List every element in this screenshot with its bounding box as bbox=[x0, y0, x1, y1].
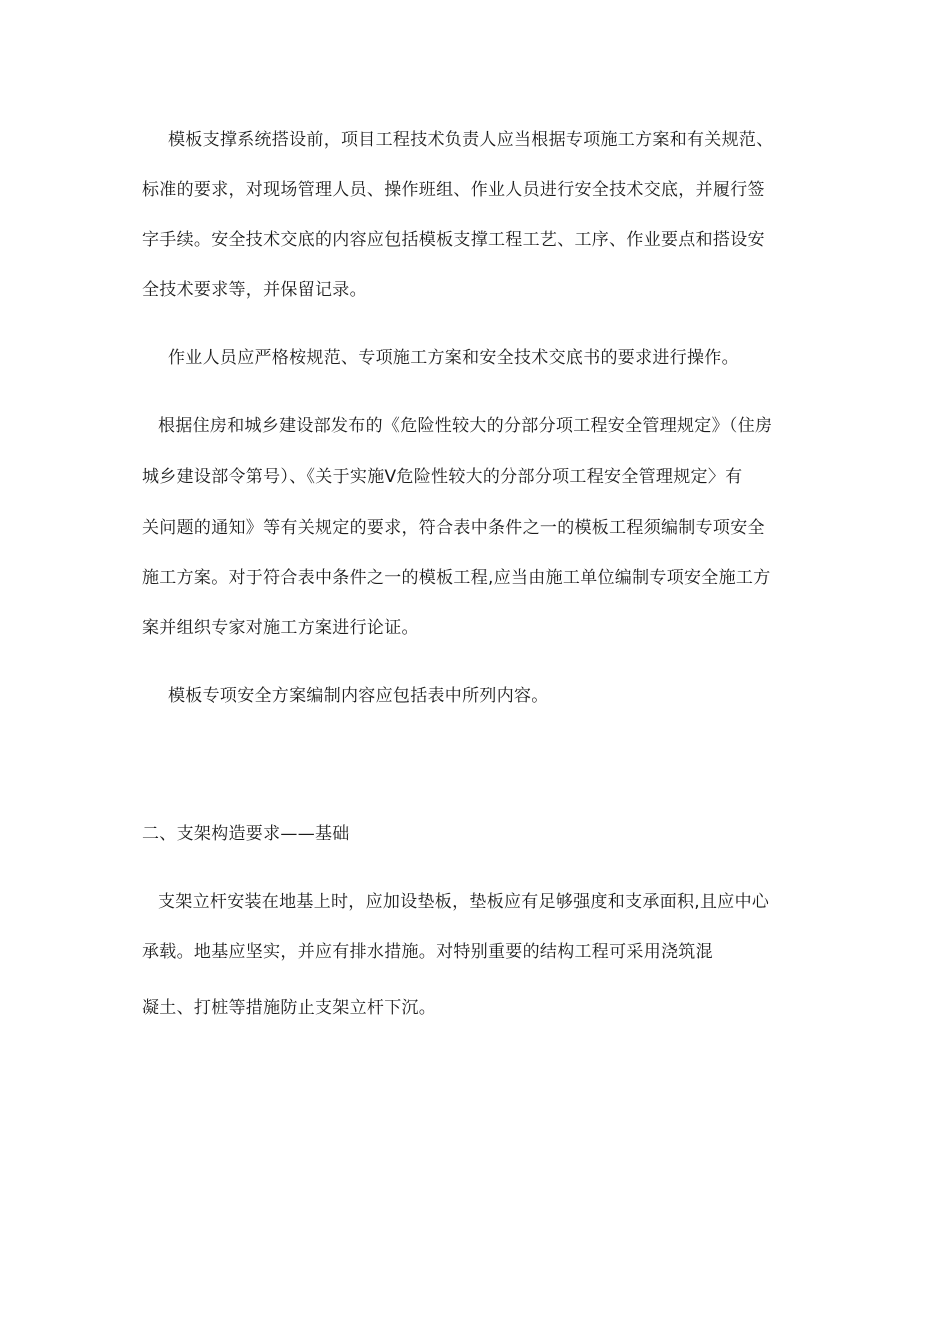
text-line: 根据住房和城乡建设部发布的《危险性较大的分部分项工程安全管理规定》（住房 bbox=[158, 416, 773, 436]
text-line: 模板支撑系统搭设前，项目工程技术负责人应当根据专项施工方案和有关规范、 bbox=[168, 130, 774, 150]
text-line: 施工方案。对于符合表中条件之一的模板工程,应当由施工单位编制专项安全施工方 bbox=[142, 568, 771, 588]
text-line: 承载。地基应坚实，并应有排水措施。对特别重要的结构工程可采用浇筑混 bbox=[142, 942, 713, 962]
text-line: 全技术要求等，并保留记录。 bbox=[142, 280, 367, 300]
text-line: 案并组织专家对施工方案进行论证。 bbox=[142, 618, 419, 638]
text-line: 字手续。安全技术交底的内容应包括模板支撑工程工艺、工序、作业要点和搭设安 bbox=[142, 230, 765, 250]
text-line: 模板专项安全方案编制内容应包括表中所列内容。 bbox=[168, 686, 549, 706]
text-line: 标准的要求，对现场管理人员、操作班组、作业人员进行安全技术交底，并履行签 bbox=[142, 180, 765, 200]
text-line: 作业人员应严格桉规范、专项施工方案和安全技术交底书的要求进行操作。 bbox=[168, 348, 739, 368]
text-line: 关问题的通知》等有关规定的要求，符合表中条件之一的模板工程须编制专项安全 bbox=[142, 518, 765, 538]
text-line: 城乡建设部令第号）、《关于实施Ⅴ危险性较大的分部分项工程安全管理规定〉有 bbox=[142, 467, 743, 487]
text-line: 凝土、打桩等措施防止支架立杆下沉。 bbox=[142, 998, 437, 1018]
section-heading: 二、支架构造要求——基础 bbox=[142, 824, 350, 844]
text-line: 支架立杆安装在地基上时，应加设垫板，垫板应有足够强度和支承面积,且应中心 bbox=[158, 892, 770, 912]
